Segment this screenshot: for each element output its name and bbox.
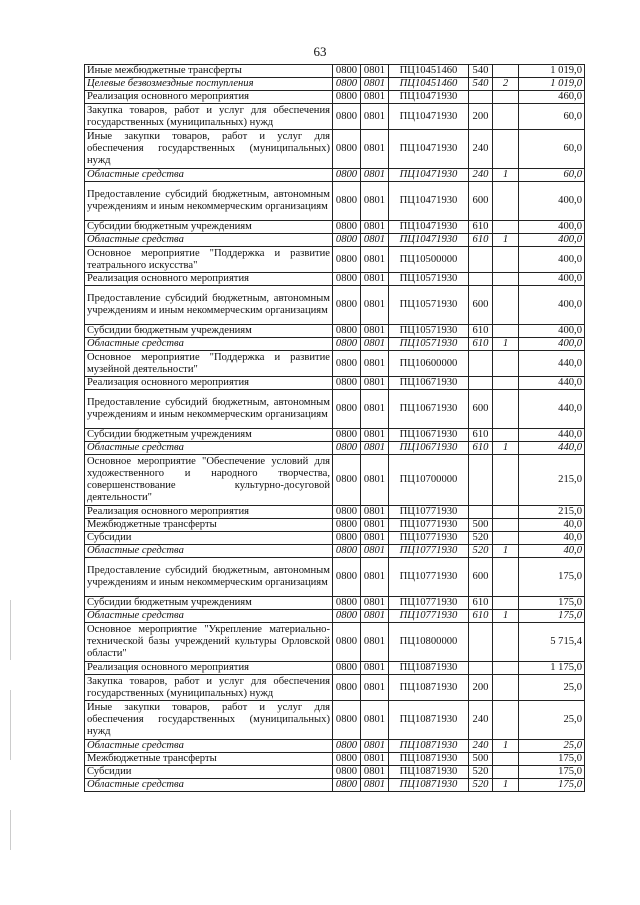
target-article-cell: ПЦ10671930 — [389, 390, 469, 429]
table-row — [85, 623, 585, 662]
funding-source-cell: 1 — [493, 234, 519, 247]
row-name-cell: Основное мероприятие "Поддержка и развитие театрального искусства" — [85, 247, 333, 273]
funding-source-cell — [493, 623, 519, 662]
row-name-cell: Целевые безвозмездные поступления — [85, 78, 333, 91]
expense-type-cell: 610 — [469, 338, 493, 351]
table-row — [85, 78, 585, 91]
subsection-code-cell: 0801 — [361, 78, 389, 91]
row-name-cell: Реализация основного мероприятия — [85, 506, 333, 519]
target-article-cell: ПЦ10471930 — [389, 130, 469, 169]
amount-cell: 215,0 — [519, 455, 585, 506]
funding-source-cell — [493, 390, 519, 429]
expense-type-cell: 540 — [469, 65, 493, 78]
section-code-cell: 0800 — [333, 221, 361, 234]
target-article-cell: ПЦ10571930 — [389, 273, 469, 286]
section-code-cell: 0800 — [333, 675, 361, 701]
table-row — [85, 182, 585, 221]
subsection-code-cell: 0801 — [361, 532, 389, 545]
funding-source-cell: 1 — [493, 740, 519, 753]
table-row — [85, 325, 585, 338]
funding-source-cell — [493, 273, 519, 286]
section-code-cell: 0800 — [333, 377, 361, 390]
page-number: 63 — [313, 44, 327, 59]
target-article-cell: ПЦ10871930 — [389, 779, 469, 792]
row-name-cell: Областные средства — [85, 545, 333, 558]
row-name-cell: Межбюджетные трансферты — [85, 753, 333, 766]
subsection-code-cell: 0801 — [361, 779, 389, 792]
funding-source-cell — [493, 286, 519, 325]
funding-source-cell — [493, 104, 519, 130]
section-code-cell: 0800 — [333, 273, 361, 286]
table-row — [85, 519, 585, 532]
row-name-cell: Предоставление субсидий бюджетным, автономным учреждениям и иным некоммерческим организациям — [85, 182, 333, 221]
target-article-cell: ПЦ10571930 — [389, 338, 469, 351]
funding-source-cell — [493, 351, 519, 377]
row-name-cell: Закупка товаров, работ и услуг для обеспечения государственных (муниципальных) нужд — [85, 104, 333, 130]
target-article-cell: ПЦ10700000 — [389, 455, 469, 506]
section-code-cell: 0800 — [333, 753, 361, 766]
amount-cell: 25,0 — [519, 701, 585, 740]
subsection-code-cell: 0801 — [361, 429, 389, 442]
section-code-cell: 0800 — [333, 338, 361, 351]
table-row — [85, 377, 585, 390]
table-row — [85, 390, 585, 429]
row-name-cell: Областные средства — [85, 338, 333, 351]
funding-source-cell: 1 — [493, 545, 519, 558]
section-code-cell: 0800 — [333, 506, 361, 519]
subsection-code-cell: 0801 — [361, 130, 389, 169]
subsection-code-cell: 0801 — [361, 338, 389, 351]
row-name-cell: Иные межбюджетные трансферты — [85, 65, 333, 78]
section-code-cell: 0800 — [333, 610, 361, 623]
section-code-cell: 0800 — [333, 104, 361, 130]
budget-table-body — [85, 65, 585, 792]
funding-source-cell — [493, 429, 519, 442]
subsection-code-cell: 0801 — [361, 325, 389, 338]
section-code-cell: 0800 — [333, 532, 361, 545]
expense-type-cell: 600 — [469, 390, 493, 429]
subsection-code-cell: 0801 — [361, 662, 389, 675]
amount-cell: 1 019,0 — [519, 78, 585, 91]
subsection-code-cell: 0801 — [361, 753, 389, 766]
funding-source-cell: 2 — [493, 78, 519, 91]
row-name-cell: Областные средства — [85, 740, 333, 753]
funding-source-cell — [493, 247, 519, 273]
binder-margin-mark — [10, 810, 11, 850]
table-row — [85, 429, 585, 442]
amount-cell: 175,0 — [519, 610, 585, 623]
target-article-cell: ПЦ10871930 — [389, 675, 469, 701]
funding-source-cell: 1 — [493, 169, 519, 182]
expense-type-cell: 610 — [469, 429, 493, 442]
target-article-cell: ПЦ10471930 — [389, 221, 469, 234]
funding-source-cell — [493, 325, 519, 338]
amount-cell: 400,0 — [519, 221, 585, 234]
amount-cell: 40,0 — [519, 532, 585, 545]
expense-type-cell: 200 — [469, 675, 493, 701]
row-name-cell: Субсидии — [85, 766, 333, 779]
subsection-code-cell: 0801 — [361, 390, 389, 429]
expense-type-cell: 240 — [469, 169, 493, 182]
amount-cell: 400,0 — [519, 286, 585, 325]
row-name-cell: Предоставление субсидий бюджетным, автономным учреждениям и иным некоммерческим организациям — [85, 558, 333, 597]
expense-type-cell — [469, 351, 493, 377]
target-article-cell: ПЦ10871930 — [389, 766, 469, 779]
target-article-cell: ПЦ10671930 — [389, 442, 469, 455]
expense-type-cell: 610 — [469, 597, 493, 610]
target-article-cell: ПЦ10771930 — [389, 558, 469, 597]
row-name-cell: Областные средства — [85, 779, 333, 792]
subsection-code-cell: 0801 — [361, 65, 389, 78]
subsection-code-cell: 0801 — [361, 351, 389, 377]
table-row — [85, 610, 585, 623]
target-article-cell: ПЦ10451460 — [389, 65, 469, 78]
table-row — [85, 455, 585, 506]
table-row — [85, 506, 585, 519]
target-article-cell: ПЦ10871930 — [389, 662, 469, 675]
amount-cell: 400,0 — [519, 247, 585, 273]
subsection-code-cell: 0801 — [361, 286, 389, 325]
subsection-code-cell: 0801 — [361, 545, 389, 558]
row-name-cell: Реализация основного мероприятия — [85, 91, 333, 104]
amount-cell: 5 715,4 — [519, 623, 585, 662]
section-code-cell: 0800 — [333, 701, 361, 740]
subsection-code-cell: 0801 — [361, 234, 389, 247]
funding-source-cell: 1 — [493, 610, 519, 623]
row-name-cell: Реализация основного мероприятия — [85, 662, 333, 675]
table-row — [85, 130, 585, 169]
subsection-code-cell: 0801 — [361, 169, 389, 182]
table-row — [85, 740, 585, 753]
target-article-cell: ПЦ10471930 — [389, 104, 469, 130]
expense-type-cell — [469, 623, 493, 662]
funding-source-cell — [493, 532, 519, 545]
funding-source-cell — [493, 753, 519, 766]
target-article-cell: ПЦ10771930 — [389, 597, 469, 610]
binder-margin-mark — [10, 600, 11, 660]
section-code-cell: 0800 — [333, 182, 361, 221]
amount-cell: 25,0 — [519, 740, 585, 753]
section-code-cell: 0800 — [333, 286, 361, 325]
amount-cell: 460,0 — [519, 91, 585, 104]
table-row — [85, 65, 585, 78]
amount-cell: 60,0 — [519, 169, 585, 182]
row-name-cell: Субсидии бюджетным учреждениям — [85, 325, 333, 338]
expense-type-cell: 200 — [469, 104, 493, 130]
subsection-code-cell: 0801 — [361, 247, 389, 273]
section-code-cell: 0800 — [333, 623, 361, 662]
amount-cell: 175,0 — [519, 779, 585, 792]
funding-source-cell — [493, 662, 519, 675]
table-row — [85, 221, 585, 234]
target-article-cell: ПЦ10471930 — [389, 91, 469, 104]
expense-type-cell: 610 — [469, 442, 493, 455]
target-article-cell: ПЦ10871930 — [389, 740, 469, 753]
amount-cell: 440,0 — [519, 390, 585, 429]
expense-type-cell: 520 — [469, 779, 493, 792]
subsection-code-cell: 0801 — [361, 519, 389, 532]
budget-table — [84, 64, 585, 792]
amount-cell: 400,0 — [519, 273, 585, 286]
subsection-code-cell: 0801 — [361, 766, 389, 779]
funding-source-cell: 1 — [493, 442, 519, 455]
table-row — [85, 351, 585, 377]
expense-type-cell: 240 — [469, 701, 493, 740]
row-name-cell: Субсидии бюджетным учреждениям — [85, 221, 333, 234]
row-name-cell: Предоставление субсидий бюджетным, автономным учреждениям и иным некоммерческим организациям — [85, 390, 333, 429]
section-code-cell: 0800 — [333, 766, 361, 779]
row-name-cell: Реализация основного мероприятия — [85, 377, 333, 390]
section-code-cell: 0800 — [333, 78, 361, 91]
target-article-cell: ПЦ10800000 — [389, 623, 469, 662]
row-name-cell: Областные средства — [85, 610, 333, 623]
expense-type-cell: 610 — [469, 234, 493, 247]
section-code-cell: 0800 — [333, 455, 361, 506]
expense-type-cell: 240 — [469, 740, 493, 753]
row-name-cell: Областные средства — [85, 442, 333, 455]
row-name-cell: Субсидии бюджетным учреждениям — [85, 429, 333, 442]
amount-cell: 440,0 — [519, 377, 585, 390]
target-article-cell: ПЦ10771930 — [389, 532, 469, 545]
target-article-cell: ПЦ10671930 — [389, 429, 469, 442]
funding-source-cell — [493, 519, 519, 532]
subsection-code-cell: 0801 — [361, 455, 389, 506]
subsection-code-cell: 0801 — [361, 701, 389, 740]
subsection-code-cell: 0801 — [361, 91, 389, 104]
section-code-cell: 0800 — [333, 351, 361, 377]
expense-type-cell: 600 — [469, 182, 493, 221]
funding-source-cell — [493, 675, 519, 701]
amount-cell: 215,0 — [519, 506, 585, 519]
target-article-cell: ПЦ10771930 — [389, 545, 469, 558]
amount-cell: 440,0 — [519, 442, 585, 455]
amount-cell: 60,0 — [519, 130, 585, 169]
funding-source-cell — [493, 506, 519, 519]
funding-source-cell — [493, 182, 519, 221]
amount-cell: 175,0 — [519, 558, 585, 597]
expense-type-cell: 610 — [469, 221, 493, 234]
target-article-cell: ПЦ10500000 — [389, 247, 469, 273]
funding-source-cell — [493, 91, 519, 104]
row-name-cell: Иные закупки товаров, работ и услуг для обеспечения государственных (муниципальных) нужд — [85, 130, 333, 169]
expense-type-cell: 500 — [469, 519, 493, 532]
section-code-cell: 0800 — [333, 429, 361, 442]
subsection-code-cell: 0801 — [361, 675, 389, 701]
section-code-cell: 0800 — [333, 390, 361, 429]
binder-margin-mark — [10, 690, 11, 760]
section-code-cell: 0800 — [333, 65, 361, 78]
section-code-cell: 0800 — [333, 545, 361, 558]
subsection-code-cell: 0801 — [361, 623, 389, 662]
section-code-cell: 0800 — [333, 247, 361, 273]
section-code-cell: 0800 — [333, 91, 361, 104]
section-code-cell: 0800 — [333, 662, 361, 675]
subsection-code-cell: 0801 — [361, 182, 389, 221]
row-name-cell: Иные закупки товаров, работ и услуг для обеспечения государственных (муниципальных) нужд — [85, 701, 333, 740]
expense-type-cell — [469, 377, 493, 390]
amount-cell: 40,0 — [519, 545, 585, 558]
expense-type-cell: 610 — [469, 325, 493, 338]
section-code-cell: 0800 — [333, 325, 361, 338]
expense-type-cell — [469, 91, 493, 104]
table-row — [85, 701, 585, 740]
funding-source-cell — [493, 558, 519, 597]
expense-type-cell — [469, 247, 493, 273]
expense-type-cell: 540 — [469, 78, 493, 91]
row-name-cell: Межбюджетные трансферты — [85, 519, 333, 532]
table-row — [85, 558, 585, 597]
row-name-cell: Предоставление субсидий бюджетным, автономным учреждениям и иным некоммерческим организациям — [85, 286, 333, 325]
target-article-cell: ПЦ10771930 — [389, 506, 469, 519]
funding-source-cell — [493, 766, 519, 779]
table-row — [85, 234, 585, 247]
amount-cell: 175,0 — [519, 597, 585, 610]
table-row — [85, 662, 585, 675]
expense-type-cell: 520 — [469, 545, 493, 558]
row-name-cell: Реализация основного мероприятия — [85, 273, 333, 286]
row-name-cell: Основное мероприятие "Поддержка и развитие музейной деятельности" — [85, 351, 333, 377]
funding-source-cell — [493, 455, 519, 506]
target-article-cell: ПЦ10771930 — [389, 610, 469, 623]
funding-source-cell — [493, 221, 519, 234]
section-code-cell: 0800 — [333, 558, 361, 597]
amount-cell: 25,0 — [519, 675, 585, 701]
table-row — [85, 286, 585, 325]
table-row — [85, 766, 585, 779]
expense-type-cell: 520 — [469, 766, 493, 779]
section-code-cell: 0800 — [333, 779, 361, 792]
row-name-cell: Основное мероприятие "Укрепление материально-технической базы учреждений культуры Орловской области" — [85, 623, 333, 662]
amount-cell: 40,0 — [519, 519, 585, 532]
subsection-code-cell: 0801 — [361, 610, 389, 623]
section-code-cell: 0800 — [333, 740, 361, 753]
row-name-cell: Областные средства — [85, 169, 333, 182]
target-article-cell: ПЦ10471930 — [389, 169, 469, 182]
section-code-cell: 0800 — [333, 442, 361, 455]
table-row — [85, 779, 585, 792]
subsection-code-cell: 0801 — [361, 221, 389, 234]
target-article-cell: ПЦ10471930 — [389, 234, 469, 247]
expense-type-cell: 520 — [469, 532, 493, 545]
amount-cell: 400,0 — [519, 325, 585, 338]
table-row — [85, 338, 585, 351]
section-code-cell: 0800 — [333, 234, 361, 247]
amount-cell: 1 175,0 — [519, 662, 585, 675]
subsection-code-cell: 0801 — [361, 740, 389, 753]
subsection-code-cell: 0801 — [361, 442, 389, 455]
amount-cell: 440,0 — [519, 429, 585, 442]
target-article-cell: ПЦ10671930 — [389, 377, 469, 390]
amount-cell: 400,0 — [519, 234, 585, 247]
table-row — [85, 247, 585, 273]
target-article-cell: ПЦ10571930 — [389, 286, 469, 325]
funding-source-cell: 1 — [493, 338, 519, 351]
funding-source-cell — [493, 597, 519, 610]
expense-type-cell — [469, 662, 493, 675]
target-article-cell: ПЦ10451460 — [389, 78, 469, 91]
row-name-cell: Областные средства — [85, 234, 333, 247]
target-article-cell: ПЦ10471930 — [389, 182, 469, 221]
target-article-cell: ПЦ10600000 — [389, 351, 469, 377]
row-name-cell: Закупка товаров, работ и услуг для обеспечения государственных (муниципальных) нужд — [85, 675, 333, 701]
subsection-code-cell: 0801 — [361, 558, 389, 597]
amount-cell: 400,0 — [519, 182, 585, 221]
amount-cell: 175,0 — [519, 753, 585, 766]
expense-type-cell: 610 — [469, 610, 493, 623]
funding-source-cell — [493, 130, 519, 169]
section-code-cell: 0800 — [333, 169, 361, 182]
subsection-code-cell: 0801 — [361, 377, 389, 390]
expense-type-cell: 500 — [469, 753, 493, 766]
subsection-code-cell: 0801 — [361, 104, 389, 130]
table-row — [85, 597, 585, 610]
funding-source-cell — [493, 701, 519, 740]
expense-type-cell: 600 — [469, 286, 493, 325]
amount-cell: 440,0 — [519, 351, 585, 377]
amount-cell: 175,0 — [519, 766, 585, 779]
funding-source-cell — [493, 65, 519, 78]
amount-cell: 60,0 — [519, 104, 585, 130]
target-article-cell: ПЦ10571930 — [389, 325, 469, 338]
row-name-cell: Основное мероприятие "Обеспечение условий для художественного и народного творчества, совершенствование культурно-досуговой деятельности" — [85, 455, 333, 506]
table-row — [85, 442, 585, 455]
table-row — [85, 675, 585, 701]
amount-cell: 1 019,0 — [519, 65, 585, 78]
expense-type-cell — [469, 273, 493, 286]
expense-type-cell — [469, 506, 493, 519]
row-name-cell: Субсидии — [85, 532, 333, 545]
funding-source-cell: 1 — [493, 779, 519, 792]
table-row — [85, 91, 585, 104]
amount-cell: 400,0 — [519, 338, 585, 351]
subsection-code-cell: 0801 — [361, 597, 389, 610]
target-article-cell: ПЦ10871930 — [389, 701, 469, 740]
row-name-cell: Субсидии бюджетным учреждениям — [85, 597, 333, 610]
target-article-cell: ПЦ10871930 — [389, 753, 469, 766]
section-code-cell: 0800 — [333, 597, 361, 610]
expense-type-cell: 240 — [469, 130, 493, 169]
subsection-code-cell: 0801 — [361, 506, 389, 519]
table-row — [85, 753, 585, 766]
target-article-cell: ПЦ10771930 — [389, 519, 469, 532]
funding-source-cell — [493, 377, 519, 390]
table-row — [85, 169, 585, 182]
expense-type-cell — [469, 455, 493, 506]
section-code-cell: 0800 — [333, 130, 361, 169]
table-row — [85, 273, 585, 286]
table-row — [85, 545, 585, 558]
table-row — [85, 532, 585, 545]
expense-type-cell: 600 — [469, 558, 493, 597]
table-row — [85, 104, 585, 130]
section-code-cell: 0800 — [333, 519, 361, 532]
subsection-code-cell: 0801 — [361, 273, 389, 286]
